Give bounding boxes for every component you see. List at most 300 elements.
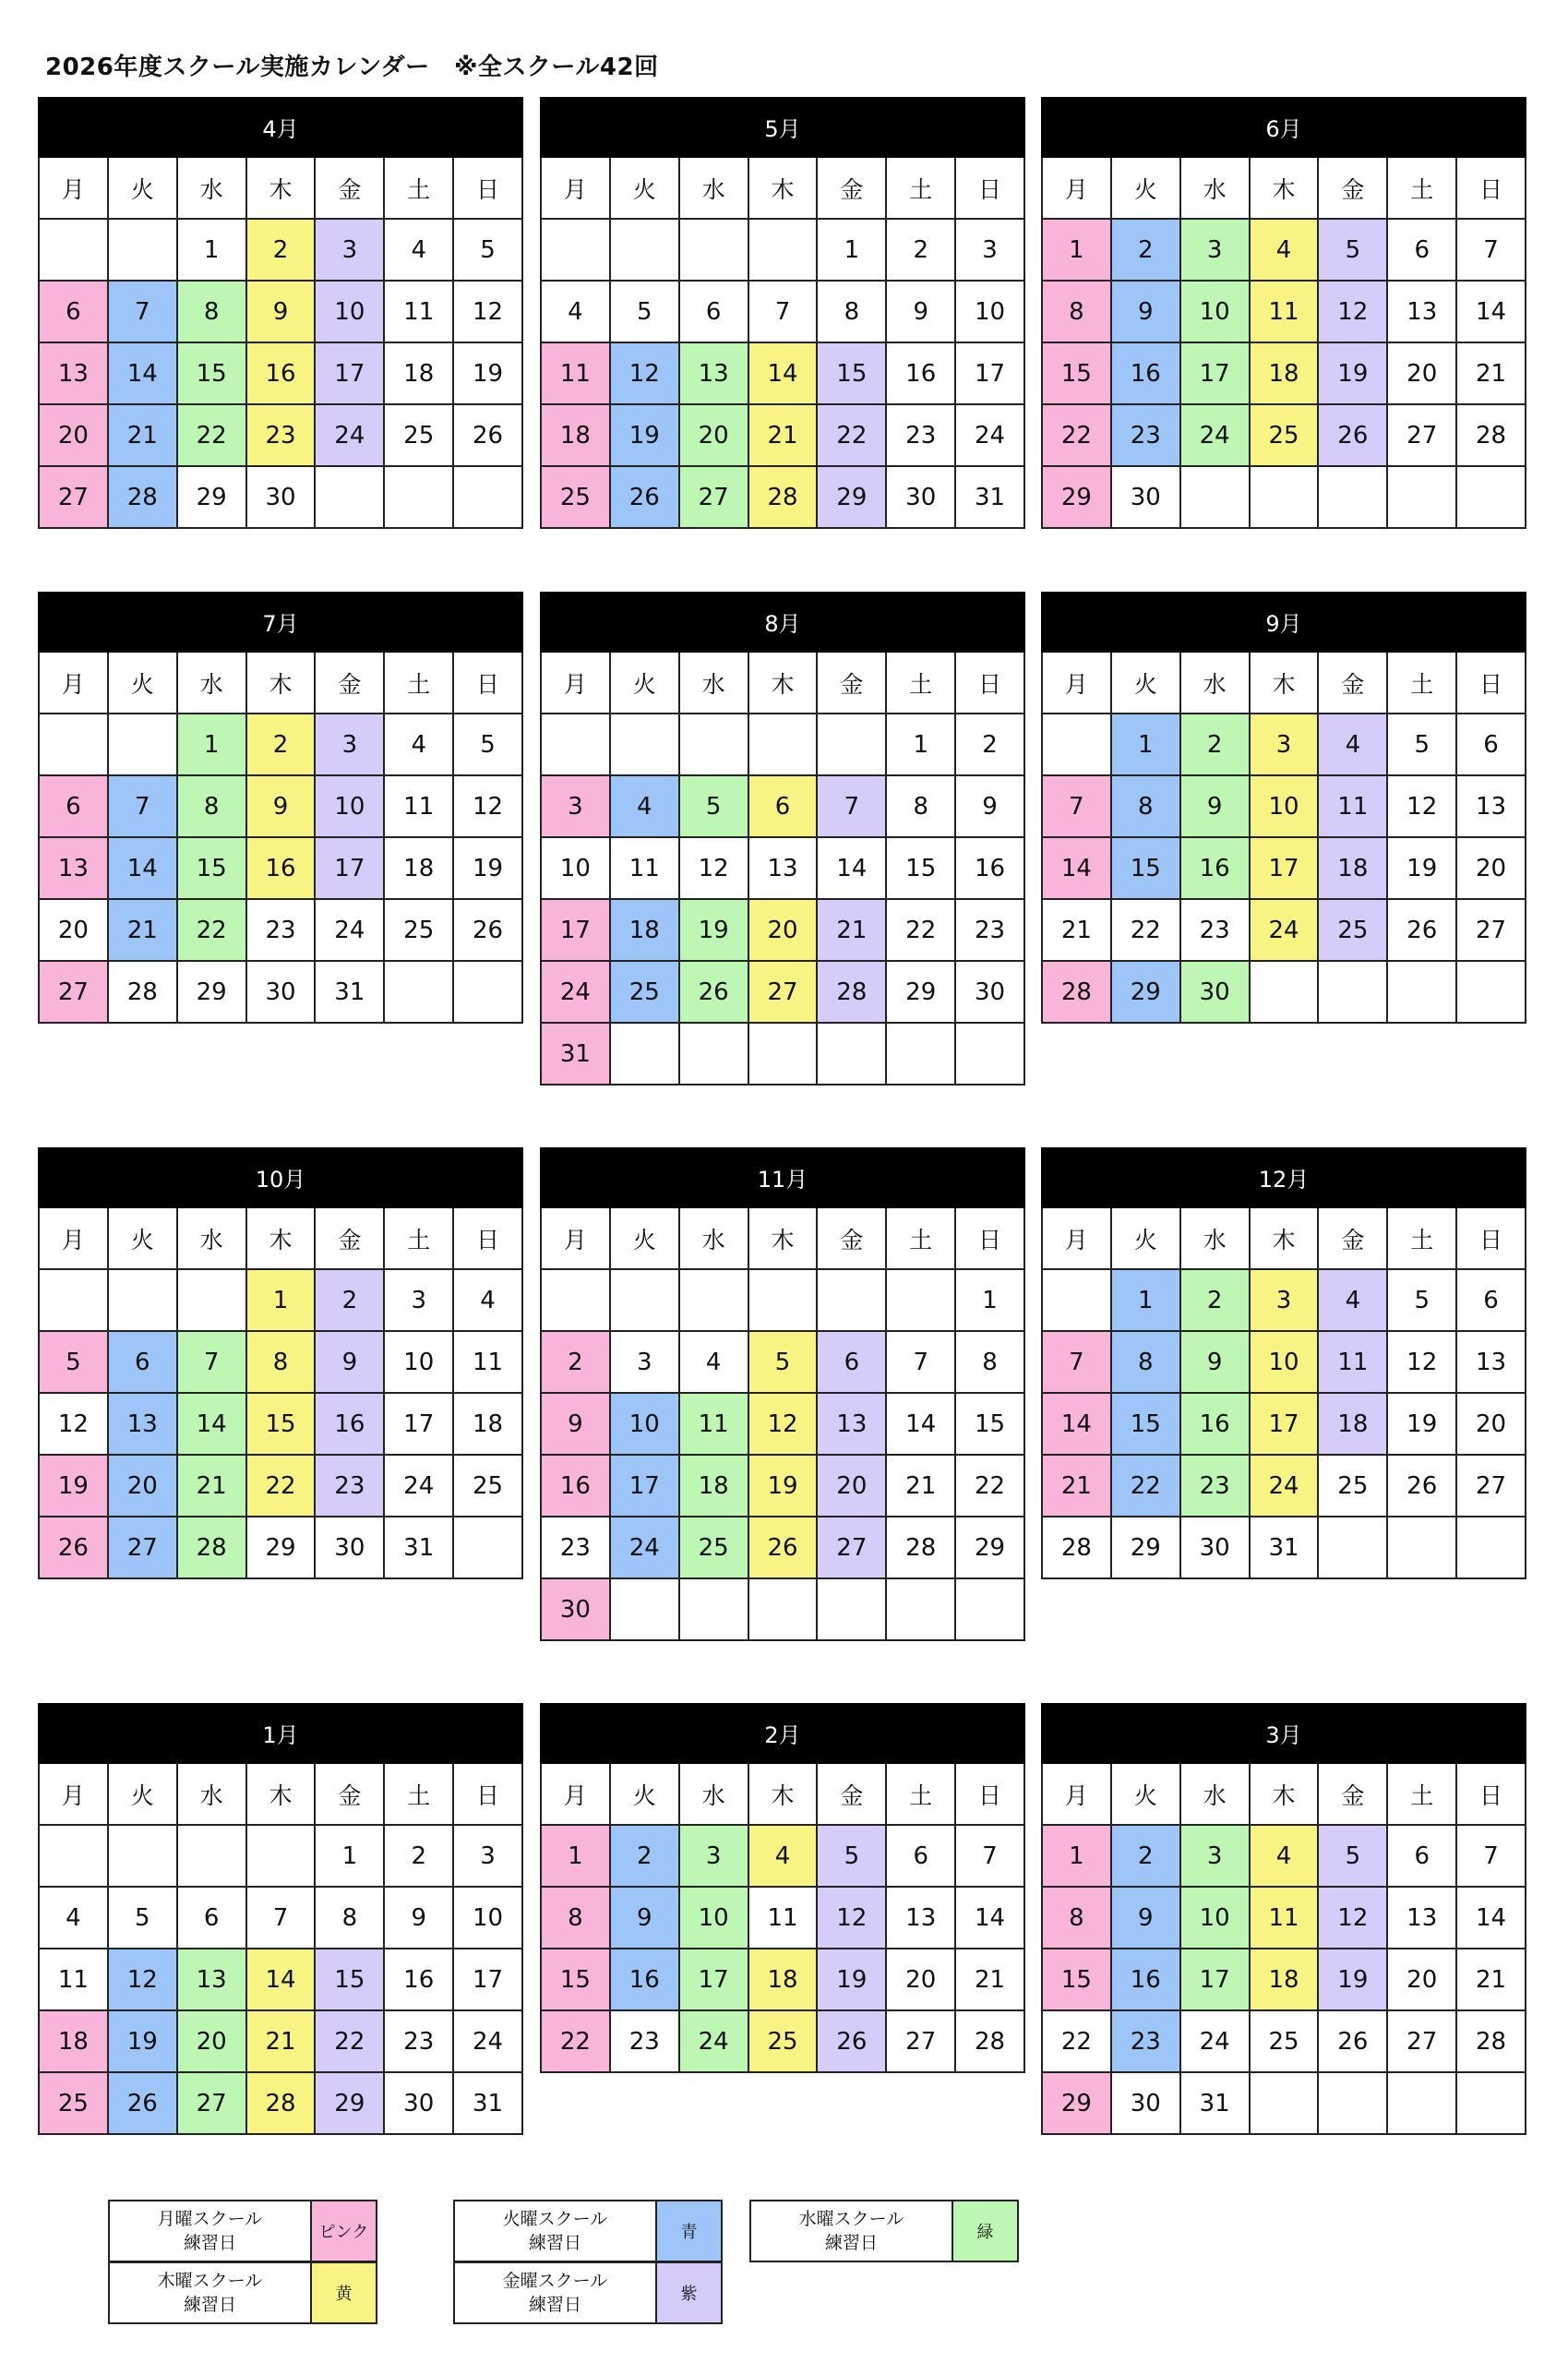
day-cell: 12: [1388, 776, 1457, 838]
weekday-header: 火: [1112, 1764, 1181, 1826]
day-cell: 20: [178, 2011, 247, 2073]
day-cell: 30: [1112, 2073, 1181, 2135]
day-cell: 2: [1181, 714, 1251, 776]
day-cell: 3: [956, 220, 1025, 282]
day-cell: 22: [1112, 900, 1181, 962]
day-cell: 26: [1319, 405, 1388, 467]
day-cell: 16: [1112, 343, 1181, 405]
day-cell: 31: [454, 2073, 523, 2135]
day-cell: 25: [385, 405, 454, 467]
weekday-header: 月: [40, 158, 109, 220]
weekday-header: 火: [109, 158, 178, 220]
day-cell: 10: [542, 838, 611, 900]
day-cell: 4: [611, 776, 680, 838]
empty-cell: [109, 220, 178, 282]
empty-cell: [680, 1024, 749, 1086]
day-cell: 23: [1181, 900, 1251, 962]
day-cell: 1: [316, 1826, 385, 1888]
day-cell: 22: [1043, 405, 1112, 467]
day-cell: 25: [1319, 900, 1388, 962]
weekday-header: 土: [385, 158, 454, 220]
day-cell: 9: [887, 282, 956, 343]
day-cell: 29: [1043, 467, 1112, 529]
weekday-header: 火: [611, 1764, 680, 1826]
day-cell: 16: [542, 1456, 611, 1517]
day-cell: 9: [316, 1332, 385, 1394]
empty-cell: [109, 1270, 178, 1332]
weekday-header: 日: [956, 1208, 1025, 1270]
weekday-header: 水: [680, 653, 749, 714]
day-cell: 17: [680, 1949, 749, 2011]
day-cell: 8: [316, 1888, 385, 1949]
month-header: 1月: [38, 1703, 523, 1764]
day-cell: 9: [385, 1888, 454, 1949]
day-cell: 10: [1181, 1888, 1251, 1949]
day-cell: 18: [385, 838, 454, 900]
day-cell: 12: [1319, 1888, 1388, 1949]
day-cell: 19: [680, 900, 749, 962]
day-cell: 10: [1181, 282, 1251, 343]
weekday-header: 月: [1043, 1208, 1112, 1270]
month-calendar: [1041, 97, 1526, 529]
day-cell: 5: [109, 1888, 178, 1949]
day-cell: 8: [542, 1888, 611, 1949]
day-cell: 16: [385, 1949, 454, 2011]
day-cell: 22: [1043, 2011, 1112, 2073]
empty-cell: [178, 1270, 247, 1332]
day-cell: 5: [454, 220, 523, 282]
day-cell: 6: [109, 1332, 178, 1394]
weekday-header: 土: [385, 1764, 454, 1826]
empty-cell: [1388, 962, 1457, 1024]
day-cell: 8: [178, 282, 247, 343]
day-cell: 22: [818, 405, 887, 467]
day-cell: 5: [1319, 1826, 1388, 1888]
month-grid: [540, 653, 1025, 1086]
day-cell: 26: [611, 467, 680, 529]
day-cell: 22: [956, 1456, 1025, 1517]
weekday-header: 水: [178, 158, 247, 220]
day-cell: 3: [611, 1332, 680, 1394]
day-cell: 9: [1112, 1888, 1181, 1949]
empty-cell: [1181, 467, 1251, 529]
day-cell: 13: [1457, 776, 1526, 838]
day-cell: 23: [385, 2011, 454, 2073]
day-cell: 24: [542, 962, 611, 1024]
empty-cell: [542, 1270, 611, 1332]
day-cell: 18: [1251, 343, 1320, 405]
day-cell: 17: [542, 900, 611, 962]
day-cell: 27: [749, 962, 819, 1024]
weekday-header: 土: [1388, 1208, 1457, 1270]
month-grid: [1041, 1208, 1526, 1579]
day-cell: 29: [1043, 2073, 1112, 2135]
day-cell: 25: [1251, 405, 1320, 467]
day-cell: 4: [680, 1332, 749, 1394]
day-cell: 3: [1251, 714, 1320, 776]
weekday-header: 木: [749, 1764, 819, 1826]
day-cell: 18: [611, 900, 680, 962]
day-cell: 10: [680, 1888, 749, 1949]
weekday-header: 金: [316, 1764, 385, 1826]
day-cell: 7: [1043, 776, 1112, 838]
day-cell: 31: [542, 1024, 611, 1086]
day-cell: 16: [247, 343, 317, 405]
day-cell: 29: [316, 2073, 385, 2135]
day-cell: 18: [1319, 838, 1388, 900]
month-grid: [38, 158, 523, 529]
day-cell: 14: [1043, 838, 1112, 900]
day-cell: 8: [956, 1332, 1025, 1394]
day-cell: 19: [1319, 343, 1388, 405]
day-cell: 2: [385, 1826, 454, 1888]
day-cell: 9: [1181, 776, 1251, 838]
day-cell: 14: [109, 838, 178, 900]
day-cell: 13: [1457, 1332, 1526, 1394]
day-cell: 29: [887, 962, 956, 1024]
day-cell: 14: [1457, 1888, 1526, 1949]
weekday-header: 金: [1319, 1208, 1388, 1270]
empty-cell: [1319, 1517, 1388, 1579]
day-cell: 6: [1388, 1826, 1457, 1888]
weekday-header: 金: [818, 1764, 887, 1826]
day-cell: 4: [1251, 220, 1320, 282]
empty-cell: [40, 1270, 109, 1332]
empty-cell: [40, 220, 109, 282]
month-header: 7月: [38, 592, 523, 653]
day-cell: 29: [1112, 1517, 1181, 1579]
day-cell: 7: [818, 776, 887, 838]
day-cell: 19: [1388, 1394, 1457, 1456]
empty-cell: [1457, 2073, 1526, 2135]
month-grid: [38, 653, 523, 1024]
day-cell: 1: [178, 220, 247, 282]
day-cell: 23: [1181, 1456, 1251, 1517]
day-cell: 8: [1043, 282, 1112, 343]
legend-label: 月曜スクール 練習日: [110, 2201, 312, 2261]
day-cell: 21: [887, 1456, 956, 1517]
day-cell: 27: [109, 1517, 178, 1579]
weekday-header: 月: [542, 158, 611, 220]
month-header: 9月: [1041, 592, 1526, 653]
day-cell: 5: [40, 1332, 109, 1394]
day-cell: 16: [611, 1949, 680, 2011]
day-cell: 25: [40, 2073, 109, 2135]
empty-cell: [818, 1270, 887, 1332]
day-cell: 20: [887, 1949, 956, 2011]
empty-cell: [1457, 962, 1526, 1024]
day-cell: 11: [1251, 282, 1320, 343]
day-cell: 17: [454, 1949, 523, 2011]
day-cell: 13: [1388, 1888, 1457, 1949]
day-cell: 27: [1388, 405, 1457, 467]
day-cell: 19: [109, 2011, 178, 2073]
day-cell: 18: [1319, 1394, 1388, 1456]
day-cell: 10: [454, 1888, 523, 1949]
day-cell: 21: [956, 1949, 1025, 2011]
day-cell: 22: [178, 405, 247, 467]
month-header: 3月: [1041, 1703, 1526, 1764]
weekday-header: 日: [956, 158, 1025, 220]
empty-cell: [1388, 467, 1457, 529]
legend-color-swatch: 紫: [657, 2263, 721, 2322]
weekday-header: 水: [1181, 1764, 1251, 1826]
day-cell: 22: [247, 1456, 317, 1517]
weekday-header: 木: [247, 1208, 317, 1270]
month-header: 12月: [1041, 1147, 1526, 1208]
empty-cell: [454, 467, 523, 529]
day-cell: 11: [1251, 1888, 1320, 1949]
day-cell: 26: [454, 405, 523, 467]
weekday-header: 土: [887, 1208, 956, 1270]
empty-cell: [1251, 467, 1320, 529]
day-cell: 10: [1251, 776, 1320, 838]
empty-cell: [749, 714, 819, 776]
day-cell: 30: [1181, 1517, 1251, 1579]
day-cell: 18: [40, 2011, 109, 2073]
day-cell: 9: [1181, 1332, 1251, 1394]
empty-cell: [385, 467, 454, 529]
month-header: 11月: [540, 1147, 1025, 1208]
day-cell: 8: [247, 1332, 317, 1394]
month-calendar: [1041, 592, 1526, 1024]
day-cell: 20: [1457, 838, 1526, 900]
day-cell: 25: [454, 1456, 523, 1517]
weekday-header: 金: [316, 653, 385, 714]
month-calendar: [38, 97, 523, 529]
day-cell: 15: [178, 838, 247, 900]
day-cell: 30: [1181, 962, 1251, 1024]
empty-cell: [749, 1579, 819, 1641]
weekday-header: 土: [887, 1764, 956, 1826]
day-cell: 26: [454, 900, 523, 962]
day-cell: 15: [818, 343, 887, 405]
day-cell: 7: [109, 776, 178, 838]
day-cell: 27: [1457, 900, 1526, 962]
day-cell: 13: [1388, 282, 1457, 343]
day-cell: 13: [887, 1888, 956, 1949]
empty-cell: [680, 714, 749, 776]
day-cell: 22: [1112, 1456, 1181, 1517]
empty-cell: [542, 220, 611, 282]
day-cell: 1: [1112, 714, 1181, 776]
day-cell: 21: [749, 405, 819, 467]
day-cell: 9: [1112, 282, 1181, 343]
day-cell: 19: [749, 1456, 819, 1517]
weekday-header: 火: [611, 1208, 680, 1270]
day-cell: 22: [316, 2011, 385, 2073]
day-cell: 4: [1319, 1270, 1388, 1332]
day-cell: 27: [40, 467, 109, 529]
day-cell: 28: [178, 1517, 247, 1579]
day-cell: 28: [247, 2073, 317, 2135]
day-cell: 4: [542, 282, 611, 343]
day-cell: 14: [1043, 1394, 1112, 1456]
day-cell: 13: [680, 343, 749, 405]
month-grid: [38, 1764, 523, 2135]
day-cell: 8: [178, 776, 247, 838]
day-cell: 21: [178, 1456, 247, 1517]
day-cell: 17: [956, 343, 1025, 405]
month-header: 5月: [540, 97, 1025, 158]
empty-cell: [316, 467, 385, 529]
day-cell: 23: [247, 900, 317, 962]
day-cell: 9: [956, 776, 1025, 838]
empty-cell: [611, 1024, 680, 1086]
day-cell: 19: [611, 405, 680, 467]
day-cell: 11: [1319, 1332, 1388, 1394]
weekday-header: 火: [611, 653, 680, 714]
weekday-header: 日: [454, 653, 523, 714]
day-cell: 6: [887, 1826, 956, 1888]
day-cell: 17: [385, 1394, 454, 1456]
day-cell: 7: [1457, 220, 1526, 282]
day-cell: 7: [109, 282, 178, 343]
day-cell: 21: [1043, 900, 1112, 962]
month-grid: [1041, 653, 1526, 1024]
day-cell: 5: [818, 1826, 887, 1888]
empty-cell: [542, 714, 611, 776]
weekday-header: 木: [247, 653, 317, 714]
day-cell: 11: [749, 1888, 819, 1949]
day-cell: 26: [1388, 1456, 1457, 1517]
day-cell: 16: [887, 343, 956, 405]
day-cell: 1: [247, 1270, 317, 1332]
weekday-header: 月: [542, 653, 611, 714]
day-cell: 27: [178, 2073, 247, 2135]
day-cell: 23: [316, 1456, 385, 1517]
empty-cell: [1043, 1270, 1112, 1332]
day-cell: 28: [1043, 962, 1112, 1024]
weekday-header: 木: [247, 1764, 317, 1826]
day-cell: 1: [1112, 1270, 1181, 1332]
weekday-header: 水: [680, 1764, 749, 1826]
weekday-header: 木: [1251, 1208, 1320, 1270]
day-cell: 1: [1043, 220, 1112, 282]
day-cell: 11: [1319, 776, 1388, 838]
empty-cell: [956, 1024, 1025, 1086]
empty-cell: [247, 1826, 317, 1888]
day-cell: 17: [1181, 343, 1251, 405]
day-cell: 6: [818, 1332, 887, 1394]
day-cell: 12: [1319, 282, 1388, 343]
day-cell: 3: [454, 1826, 523, 1888]
day-cell: 8: [887, 776, 956, 838]
empty-cell: [680, 220, 749, 282]
day-cell: 21: [109, 900, 178, 962]
day-cell: 15: [887, 838, 956, 900]
day-cell: 9: [247, 776, 317, 838]
day-cell: 5: [1319, 220, 1388, 282]
weekday-header: 火: [109, 1764, 178, 1826]
day-cell: 28: [109, 962, 178, 1024]
empty-cell: [749, 220, 819, 282]
empty-cell: [1457, 1517, 1526, 1579]
empty-cell: [749, 1024, 819, 1086]
weekday-header: 月: [40, 653, 109, 714]
weekday-header: 金: [1319, 653, 1388, 714]
day-cell: 21: [1043, 1456, 1112, 1517]
empty-cell: [1388, 2073, 1457, 2135]
day-cell: 24: [316, 405, 385, 467]
day-cell: 31: [385, 1517, 454, 1579]
weekday-header: 土: [1388, 653, 1457, 714]
day-cell: 1: [818, 220, 887, 282]
day-cell: 8: [1112, 1332, 1181, 1394]
day-cell: 30: [385, 2073, 454, 2135]
legend-item: [108, 2261, 377, 2324]
month-calendar: [540, 1703, 1025, 2073]
day-cell: 16: [1181, 1394, 1251, 1456]
month-header: 10月: [38, 1147, 523, 1208]
weekday-header: 火: [109, 1208, 178, 1270]
day-cell: 25: [749, 2011, 819, 2073]
weekday-header: 金: [818, 653, 887, 714]
day-cell: 26: [680, 962, 749, 1024]
day-cell: 3: [385, 1270, 454, 1332]
weekday-header: 木: [749, 1208, 819, 1270]
day-cell: 12: [680, 838, 749, 900]
month-header: 8月: [540, 592, 1025, 653]
weekday-header: 木: [1251, 158, 1320, 220]
month-calendar: [38, 592, 523, 1024]
day-cell: 2: [1112, 220, 1181, 282]
day-cell: 22: [887, 900, 956, 962]
day-cell: 5: [454, 714, 523, 776]
day-cell: 24: [1181, 2011, 1251, 2073]
empty-cell: [1251, 2073, 1320, 2135]
day-cell: 13: [109, 1394, 178, 1456]
day-cell: 18: [749, 1949, 819, 2011]
day-cell: 23: [611, 2011, 680, 2073]
day-cell: 15: [247, 1394, 317, 1456]
day-cell: 26: [109, 2073, 178, 2135]
day-cell: 24: [316, 900, 385, 962]
empty-cell: [818, 714, 887, 776]
day-cell: 6: [1457, 714, 1526, 776]
day-cell: 14: [749, 343, 819, 405]
day-cell: 16: [247, 838, 317, 900]
day-cell: 8: [818, 282, 887, 343]
page-title: 2026年度スクール実施カレンダー ※全スクール42回: [45, 54, 659, 81]
day-cell: 30: [247, 962, 317, 1024]
day-cell: 18: [680, 1456, 749, 1517]
day-cell: 24: [1251, 1456, 1320, 1517]
day-cell: 28: [956, 2011, 1025, 2073]
empty-cell: [454, 1517, 523, 1579]
day-cell: 1: [956, 1270, 1025, 1332]
empty-cell: [680, 1579, 749, 1641]
empty-cell: [887, 1024, 956, 1086]
weekday-header: 木: [1251, 653, 1320, 714]
empty-cell: [178, 1826, 247, 1888]
day-cell: 2: [316, 1270, 385, 1332]
month-grid: [540, 1764, 1025, 2073]
legend-color-swatch: ピンク: [312, 2201, 376, 2261]
day-cell: 11: [385, 776, 454, 838]
day-cell: 7: [178, 1332, 247, 1394]
weekday-header: 日: [454, 1764, 523, 1826]
day-cell: 31: [1251, 1517, 1320, 1579]
day-cell: 21: [109, 405, 178, 467]
day-cell: 17: [1181, 1949, 1251, 2011]
day-cell: 25: [1251, 2011, 1320, 2073]
day-cell: 19: [1319, 1949, 1388, 2011]
day-cell: 2: [887, 220, 956, 282]
day-cell: 29: [1112, 962, 1181, 1024]
weekday-header: 金: [316, 158, 385, 220]
day-cell: 12: [454, 776, 523, 838]
